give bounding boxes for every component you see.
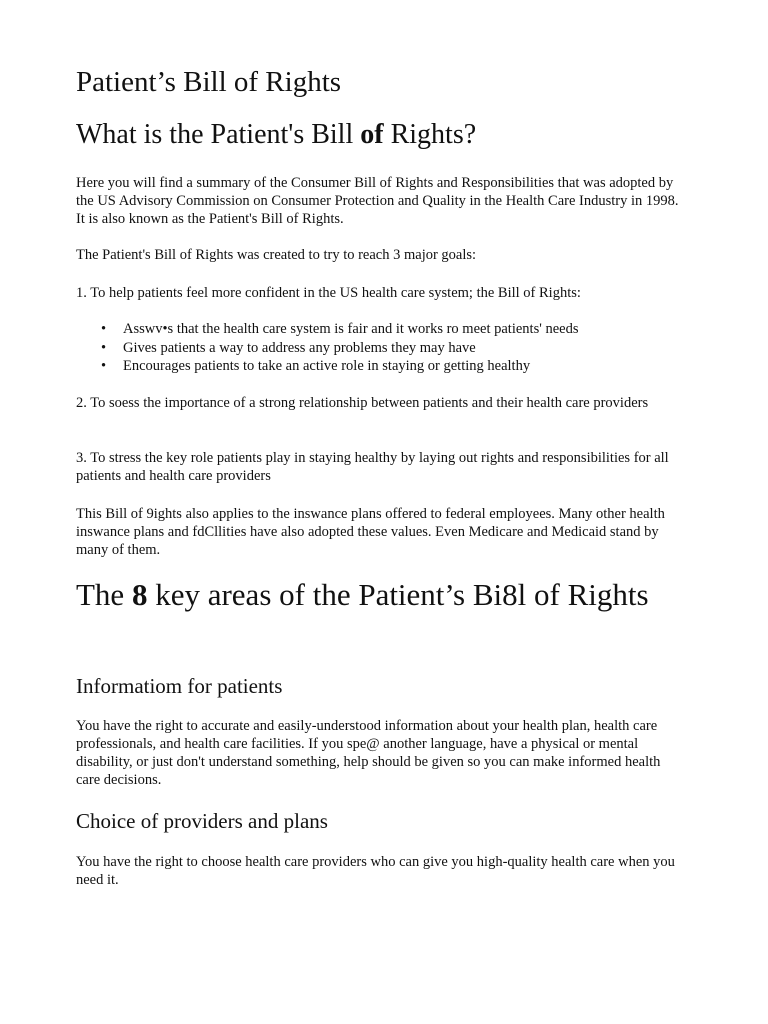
- section-body-choice: You have the right to choose health care providers who can give you high-quality health care when you need it.: [76, 854, 675, 888]
- goal-1-paragraph: 1. To help patients feel more confident in the US health care system; the Bill of Rights:: [76, 285, 581, 301]
- section-title-information: Informatiom for patients: [76, 674, 283, 698]
- key-areas-heading-bold: 8: [131, 577, 148, 612]
- key-areas-heading: [76, 574, 676, 615]
- bullet-item: • Asswv•s that the health care system is fair and it works ro meet patients' needs: [101, 320, 578, 339]
- bullet-item: • Gives patients a way to address any problems they may have: [101, 339, 578, 358]
- goal-3-paragraph: 3. To stress the key role patients play in staying healthy by laying out rights and responsibilities for all patients and health care providers: [76, 450, 669, 484]
- goal-1-bullet-list: [101, 320, 578, 376]
- key-areas-heading-prefix: The: [76, 577, 132, 612]
- section-title-choice: Choice of providers and plans: [76, 809, 328, 833]
- federal-plans-paragraph: This Bill of 9ights also applies to the inswance plans offered to federal employees. Many other health inswance plans and fdCllities have also adopted these values. Even Medicare and Medicaid stand by many of them.: [76, 506, 665, 558]
- bullet-item: • Encourages patients to take an active role in staying or getting healthy: [101, 357, 578, 376]
- what-is-heading: [76, 117, 476, 153]
- goals-intro-paragraph: The Patient's Bill of Rights was created to try to reach 3 major goals:: [76, 247, 477, 263]
- what-is-heading-suffix: Rights?: [383, 119, 477, 150]
- key-areas-heading-suffix: key areas of the Patient’s Bi8l of Rights: [147, 577, 649, 612]
- what-is-heading-prefix: What is the Patient's Bill: [76, 119, 361, 150]
- section-body-information: You have the right to accurate and easily-understood information about your health plan, health care professionals, and health care facilities. If you spe@ another language, have a physical or mental disability, or just don't understand something, help should be given so you can make informed health care decisions.: [76, 718, 661, 788]
- intro-paragraph: Here you will find a summary of the Consumer Bill of Rights and Responsibilities that was adopted by the US Advisory Commission on Consumer Protection and Quality in the Health Care Industry in 1998. It is also known as the Patient's Bill of Rights.: [76, 175, 679, 227]
- goal-2-paragraph: 2. To soess the importance of a strong relationship between patients and their health care providers: [76, 395, 649, 411]
- what-is-heading-bold: of: [360, 119, 384, 150]
- document-title: Patient’s Bill of Rights: [76, 66, 342, 98]
